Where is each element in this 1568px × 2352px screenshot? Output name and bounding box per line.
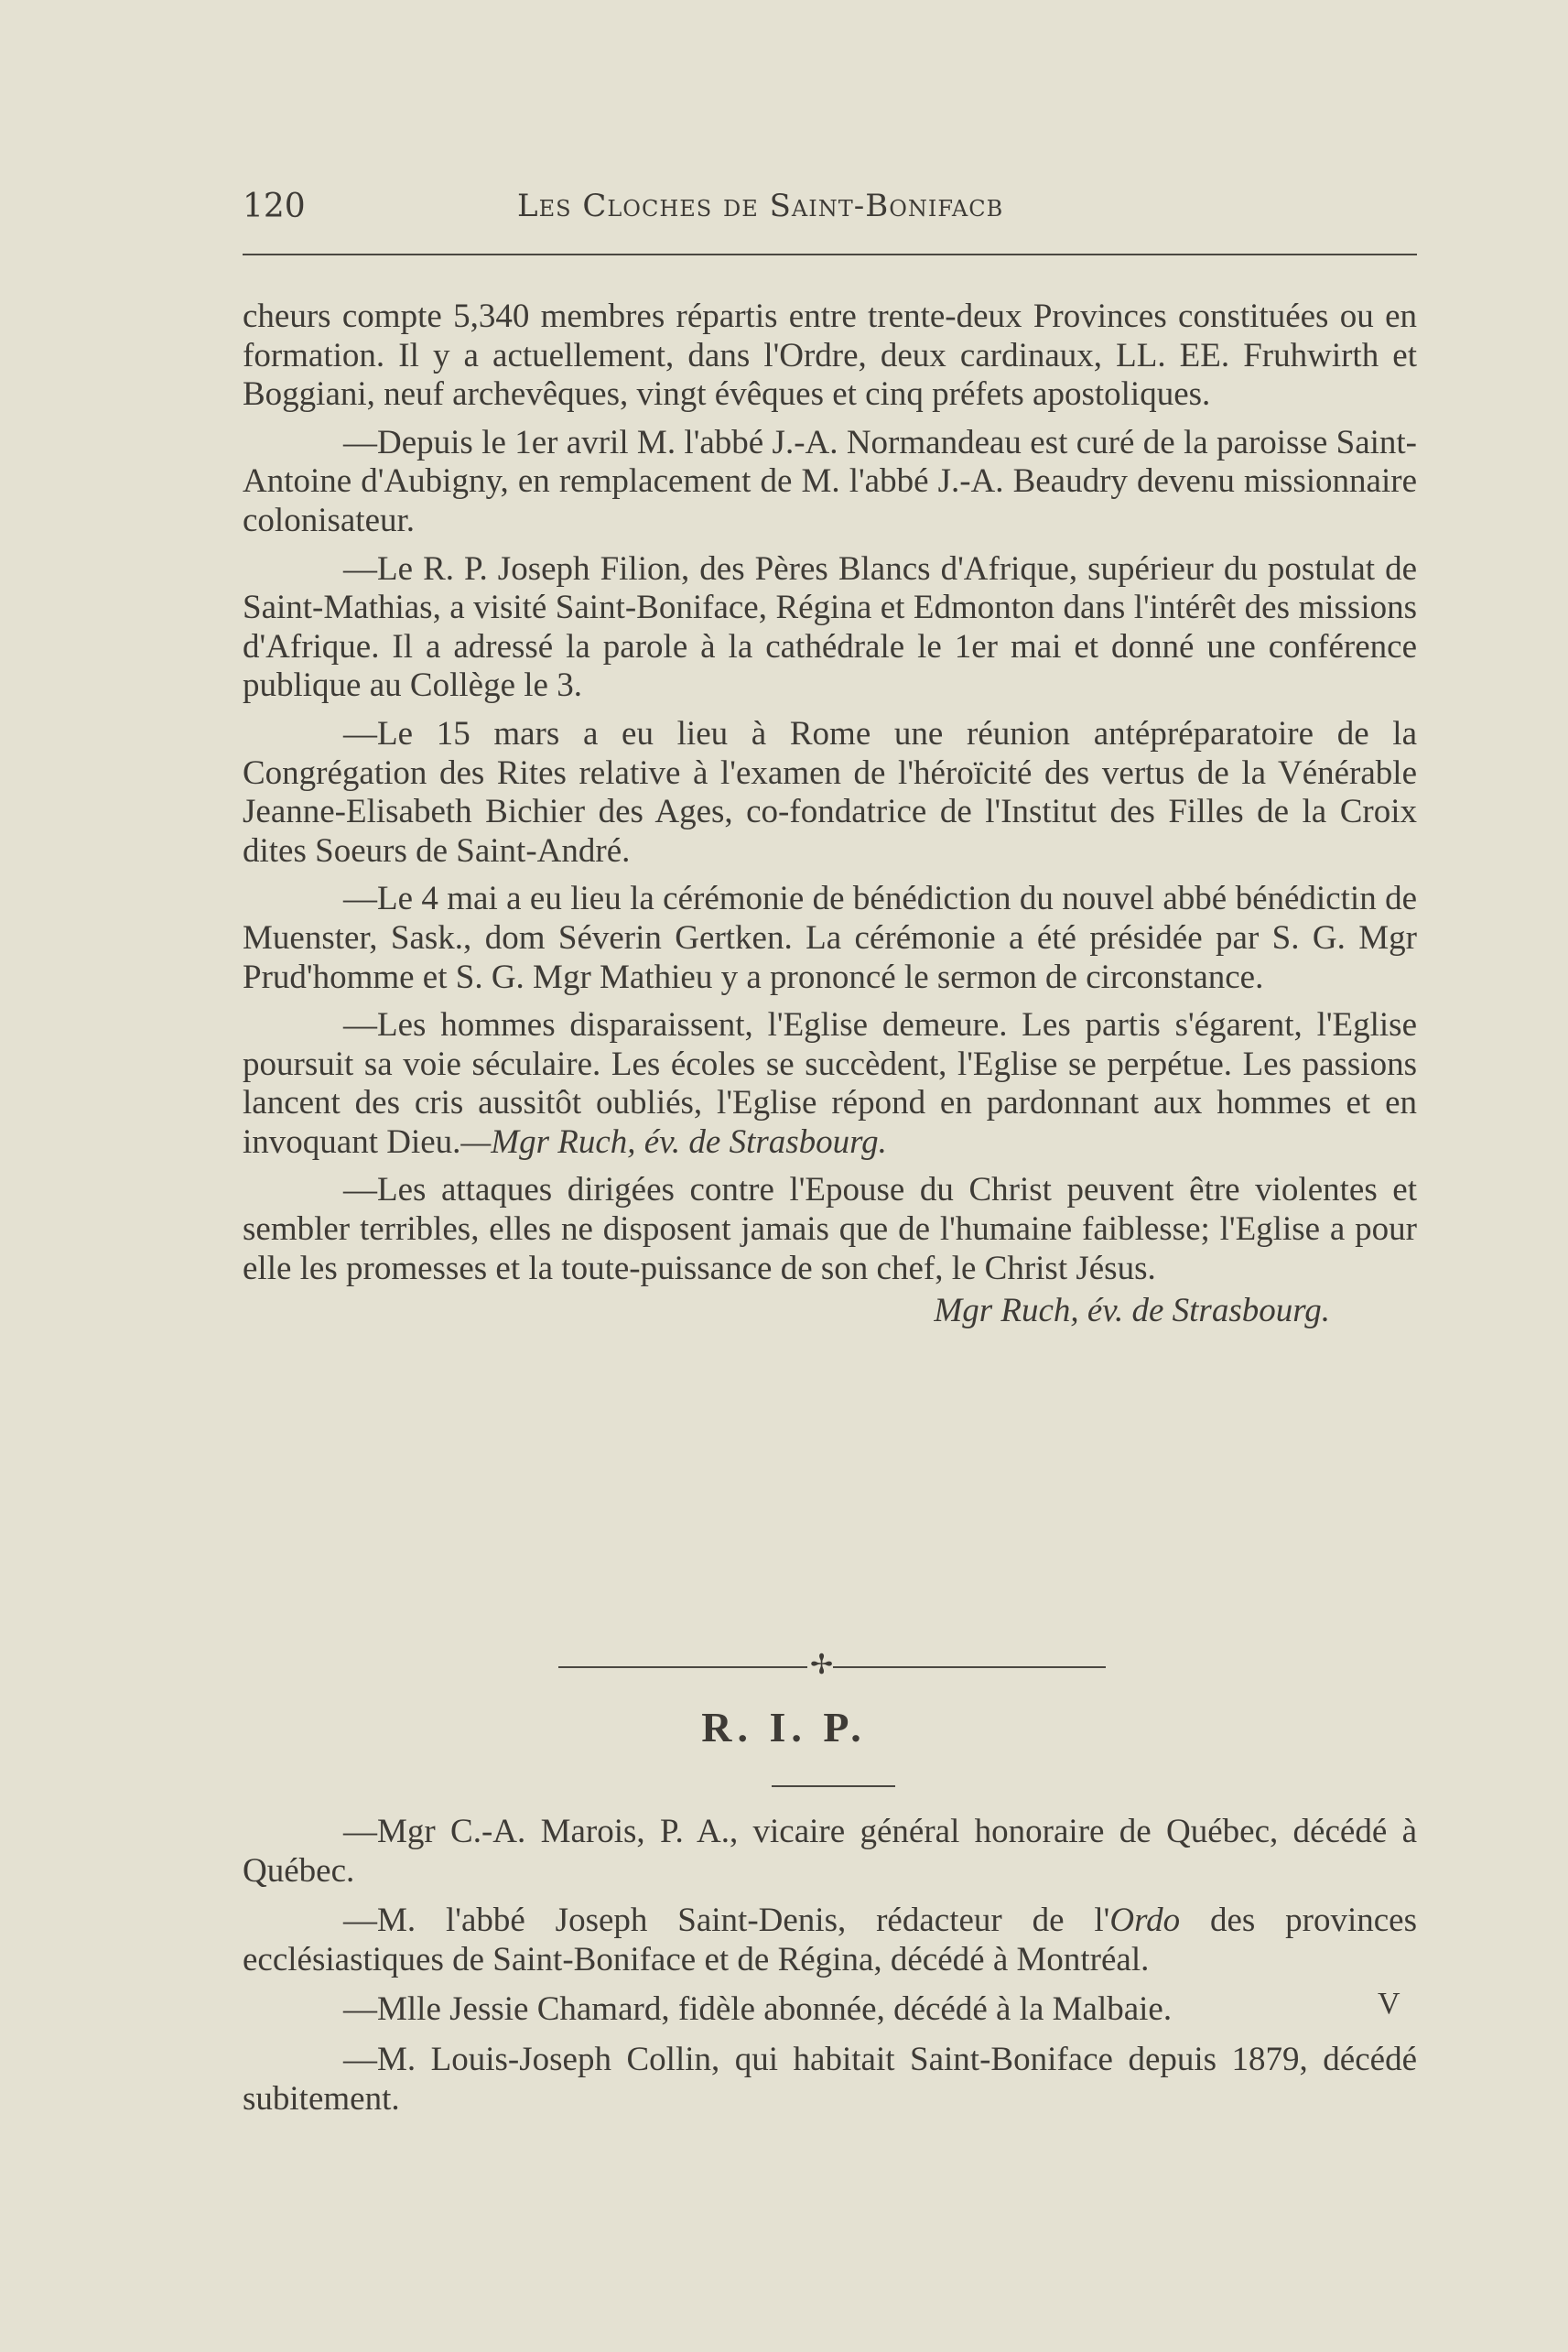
margin-mark: V (1378, 1987, 1400, 2021)
separator-line-right (833, 1666, 1106, 1668)
list-item-text: des provinces ecclésiastiques de Saint-Boniface et de Régina, décédé à Montréal. (243, 1902, 1418, 1978)
list-item (243, 1902, 1417, 1979)
ordo-title: Ordo (1109, 1902, 1181, 1940)
header-rule (243, 254, 1417, 255)
section-separator (558, 1649, 1108, 1681)
section-title: R. I. P. (701, 1704, 867, 1750)
page-number: 120 (243, 188, 306, 225)
quote-text: —Les hommes disparaissent, l'Eglise demeure. Les partis s'égarent, l'Eglise poursuit sa voie séculaire. Les écoles se succèdent, l'Eglise se perpétue. Les passions lancent des cris aussitôt oubliés, l'Eglise répond en pardonnant aux hommes et en invoquant Dieu. (243, 1006, 1417, 1161)
paragraph: —Le R. P. Joseph Filion, des Pères Blancs d'Afrique, supérieur du postulat de Saint-Mathias, a visité Saint-Boniface, Régina et Edmonton dans l'intérêt des missions d'Afrique. Il a adressé la parole à la cathédrale le 1er mai et donné une conférence publique au Collège le 3. (243, 549, 1417, 705)
list-item-text: —M. l'abbé Joseph Saint-Denis, rédacteur de l' (343, 1902, 1110, 1940)
section-title-rule (772, 1785, 895, 1787)
quote-signature: Mgr Ruch, év. de Strasbourg. (934, 1292, 1330, 1330)
list-item: —Mgr C.-A. Marois, P. A., vicaire général honoraire de Québec, décédé à Québec. (243, 1813, 1417, 1890)
quote-paragraph: —Les attaques dirigées contre l'Epouse du Christ peuvent être violentes et sembler terribles, elles ne disposent jamais que de l'humaine faiblesse; l'Eglise a pour elle les promesses et la toute-puissance de son chef, le Christ Jésus. (243, 1171, 1417, 1287)
paragraph: —Le 15 mars a eu lieu à Rome une réunion antépréparatoire de la Congrégation des Rites relative à l'examen de l'héroïcité des vertus de la Vénérable Jeanne-Elisabeth Bichier des Ages, co-fondatrice de l'Institut des Filles de la Croix dites Soeurs de Saint-André. (243, 714, 1417, 870)
list-item: —Mlle Jessie Chamard, fidèle abonnée, décédé à la Malbaie. (343, 1990, 1173, 2029)
running-title: Les Cloches de Saint-Bonifacb (517, 188, 1004, 224)
rip-list (243, 1813, 1417, 2130)
quote-paragraph (243, 1006, 1417, 1162)
list-item: —M. Louis-Joseph Collin, qui habitait Saint-Boniface depuis 1879, décédé subitement. (243, 2040, 1417, 2118)
cross-ornament-icon: ✢ (810, 1649, 834, 1681)
quote-attribution: —Mgr Ruch, év. de Strasbourg. (460, 1122, 887, 1161)
page-header (243, 188, 1419, 233)
separator-line-left (558, 1666, 807, 1668)
body-text (243, 298, 1417, 1331)
paragraph: —Depuis le 1er avril M. l'abbé J.-A. Normandeau est curé de la paroisse Saint-Antoine d'Aubigny, en remplacement de M. l'abbé J.-A. Beaudry devenu missionnaire colonisateur. (243, 423, 1417, 539)
paragraph: cheurs compte 5,340 membres répartis entre trente-deux Provinces constituées ou en formation. Il y a actuellement, dans l'Ordre, deux cardinaux, LL. EE. Fruhwirth et Boggiani, neuf archevêques, vingt évêques et cinq préfets apostoliques. (243, 298, 1417, 414)
paragraph: —Le 4 mai a eu lieu la cérémonie de bénédiction du nouvel abbé bénédictin de Muenster, Sask., dom Séverin Gertken. La cérémonie a été présidée par S. G. Mgr Prud'homme et S. G. Mgr Mathieu y a prononcé le sermon de circonstance. (243, 880, 1417, 996)
